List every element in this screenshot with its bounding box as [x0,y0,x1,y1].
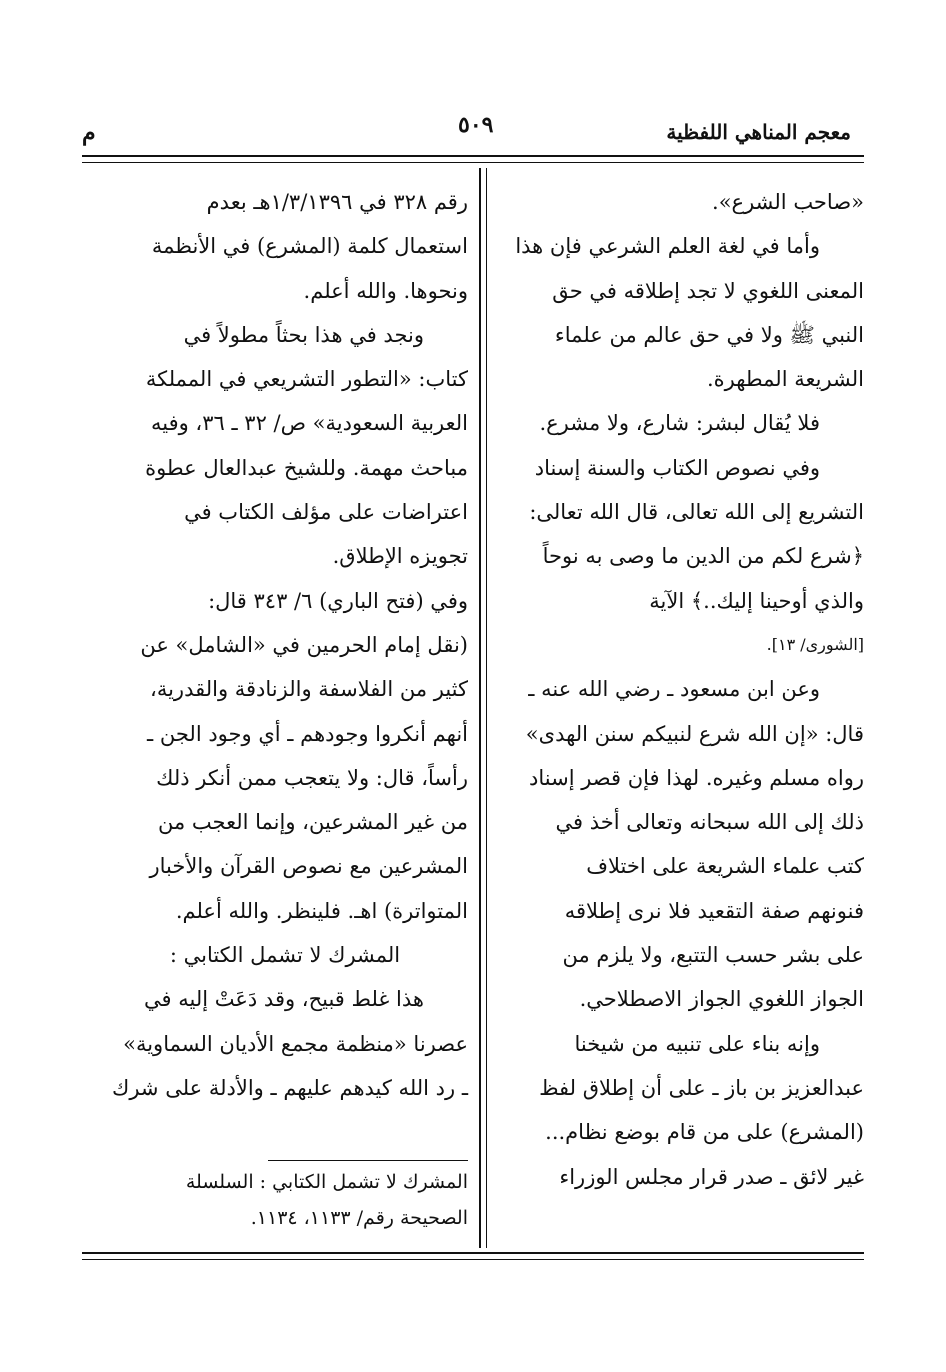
page-number: ٥٠٩ [458,112,494,138]
text-line: (المشرع) على من قام بوضع نظام... [545,1120,864,1145]
text-line: فلا يُقال لبشر: شارع، ولا مشرع. [539,411,820,436]
text-line: استعمال كلمة (المشرع) في الأنظمة [151,234,468,259]
header-rule [82,155,864,157]
text-line: هذا غلط قبيح، وقد دَعَتْ إليه في [144,987,424,1012]
text-line: كتب علماء الشريعة على اختلاف [586,854,864,879]
text-line: اعتراضات على مؤلف الكتاب في [184,500,468,525]
section-heading: المشرك لا تشمل الكتابي : [169,943,401,968]
text-line: المعنى اللغوي لا تجد إطلاقه في حق [552,278,864,303]
text-line: رقم ٣٢٨ في ١/٣/١٣٩٦هـ بعدم [206,190,468,214]
text-line: العربية السعودية» ص/ ٣٢ ـ ٣٦، وفيه [150,411,468,436]
text-line: المتواترة) اهـ. فلينظر. والله أعلم. [175,898,468,923]
footnote-separator [268,1160,468,1161]
text-line: وإنه بناء على تنبيه من شيخنا [574,1031,820,1056]
text-line: ونجد في هذا بحثاً مطولاً في [183,322,424,347]
text-line: كثير من الفلاسفة والزنادقة والقدرية، [150,677,468,702]
text-line: وفي نصوص الكتاب والسنة إسناد [534,455,820,480]
text-line: الشريعة المطهرة. [706,367,864,392]
footer-rule-thin [82,1259,864,1260]
text-line: ذلك إلى الله سبحانه وتعالى أخذ في [555,810,864,835]
text-line: التشريع إلى الله تعالى، قال الله تعالى: [529,500,864,525]
text-line: غير لائق ـ صدر قرار مجلس الوزراء [559,1164,864,1189]
text-line: كتاب: «التطور التشريعي في المملكة [145,367,468,392]
section-letter: م [82,120,96,146]
text-line: وفي (فتح الباري) ٦/ ٣٤٣ قال: [208,588,468,613]
text-line: من غير المشرعين، وإنما العجب من [158,810,468,835]
quran-verse-line: والذي أوحينا إليك..﴾ الآية [649,588,864,613]
text-line: (نقل إمام الحرمين في «الشامل» عن [140,632,468,657]
text-line: المشرعين مع نصوص القرآن والأخبار [149,854,468,879]
text-line: «صاحب الشرع». [712,190,864,214]
text-line: وأما في لغة العلم الشرعي فإن هذا [515,234,820,259]
column-divider [479,168,481,1248]
text-line: قال: «إن الله شرع لنبيكم سنن الهدى» [525,721,864,746]
text-line: ونحوها. والله أعلم. [303,278,468,303]
text-line: وعن ابن مسعود ـ رضي الله عنه ـ [528,677,820,702]
text-line: مباحث مهمة. وللشيخ عبدالعال عطوة [145,455,468,480]
quran-verse-line: ﴿شرع لكم من الدين ما وصى به نوحاً [542,544,864,569]
text-line: فنونهم صفة التقعيد فلا نرى إطلاقه [564,898,864,923]
footnote [82,1164,468,1236]
header-rule-thin [82,162,864,163]
column-divider-thin [486,168,487,1248]
right-column [500,180,864,1199]
text-line: عبدالعزيز بن باز ـ على أن إطلاق لفظ [539,1075,864,1100]
text-line: أنهم أنكروا وجودهم ـ أي وجود الجن ـ [147,721,468,746]
text-line: النبي ﷺ ولا في حق عالم من علماء [554,322,864,347]
text-line: رأساً، قال: ولا يتعجب ممن أنكر ذلك [156,765,468,790]
left-column [82,180,468,1110]
running-header-title: معجم المناهي اللفظية [666,120,851,144]
text-line: ـ رد الله كيدهم عليهم ـ والأدلة على شرك [112,1075,468,1100]
verse-citation: [الشورى/ ١٣]. [766,634,864,654]
text-line: رواه مسلم وغيره. لهذا فإن قصر إسناد [529,765,864,790]
text-line: على بشر حسب التتبع، ولا يلزم من [562,943,864,968]
footnote-line: المشرك لا تشمل الكتابي : السلسلة [185,1171,468,1193]
text-line: الجواز اللغوي الجواز الاصطلاحي. [579,987,864,1012]
text-line: عصرنا «منظمة مجمع الأديان السماوية» [123,1031,468,1056]
footnote-line: الصحيحة رقم/ ١١٣٣، ١١٣٤. [250,1207,468,1229]
footer-rule [82,1252,864,1254]
text-line: تجويزه الإطلاق. [332,544,468,569]
